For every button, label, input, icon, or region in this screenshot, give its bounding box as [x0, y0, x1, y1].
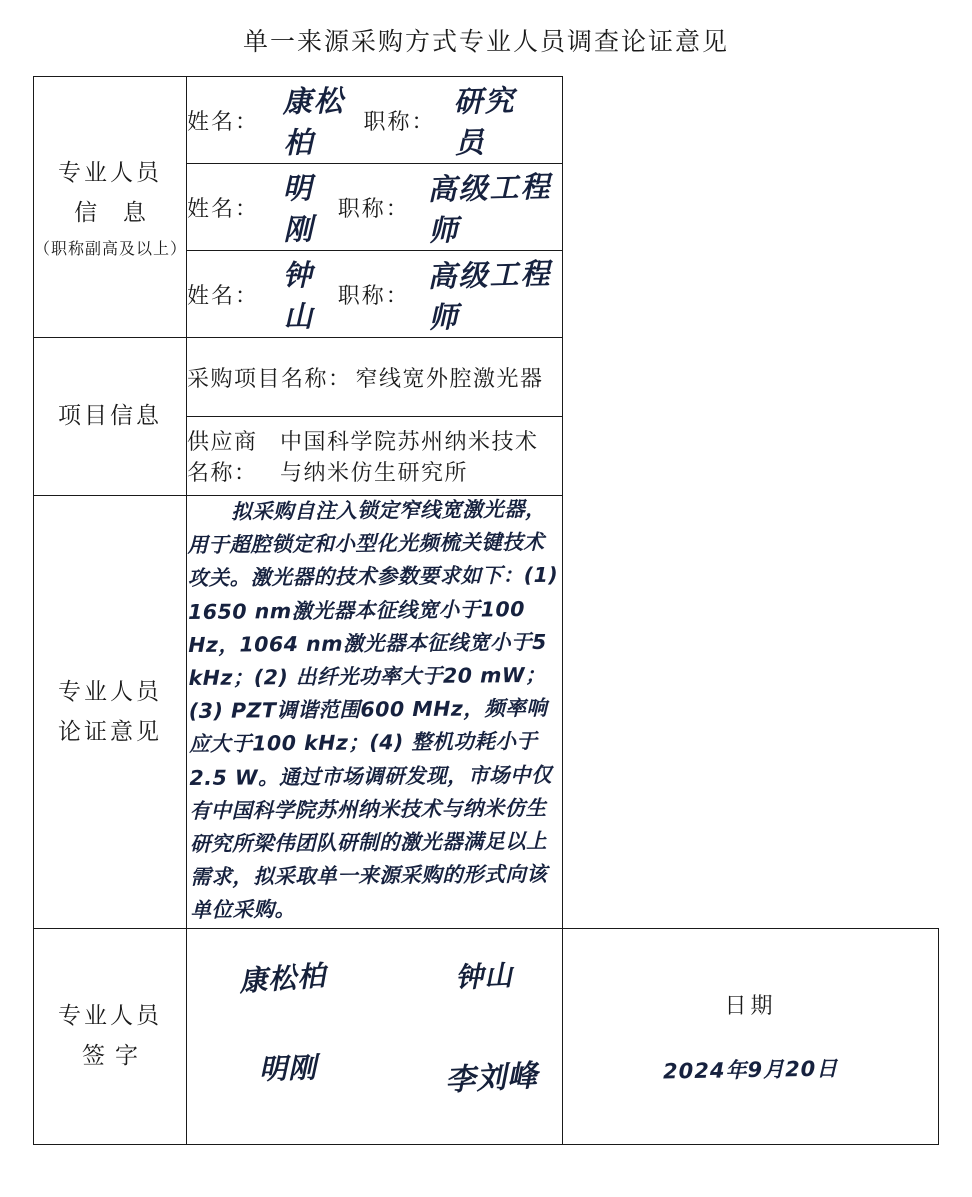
- signature-4: 李刘峰: [444, 1058, 540, 1099]
- title-label-1: 职称：: [363, 108, 436, 134]
- signature-label-line1: 专业人员: [58, 1002, 162, 1028]
- page-title: 单一来源采购方式专业人员调查论证意见: [242, 27, 729, 56]
- table-row: [34, 77, 939, 164]
- project-name-label: 采购项目名称：: [187, 365, 352, 391]
- opinion-text: 拟采购自注入锁定窄线宽激光器，用于超腔锁定和小型化光频梳关键技术攻关。激光器的技术参数要求如下：(1) 1650 nm激光器本征线宽小于100 Hz，1064 nm激光器本征线宽小于5 kHz；(2) 出纤光功率大于20 mW；(3) PZT调谐范围600 MHz，频率响应大于100 kHz；(4) 整机功耗小于2.5 W。通过市场调研发现，市场中仅有中国科学院苏州纳米技术与纳米仿生研究所梁伟团队研制的激光器满足以上需求，拟采取单一来源采购的形式向该单位采购。: [187, 496, 559, 923]
- signature-label: [34, 928, 187, 1144]
- personnel-label-line1: 专业人员: [58, 159, 162, 185]
- table-row: [34, 338, 939, 417]
- signature-2: 钟山: [454, 958, 514, 995]
- supplier-name-row: [187, 417, 563, 496]
- date-cell: [563, 928, 939, 1144]
- table-row: [34, 928, 939, 1144]
- project-name-value: 窄线宽外腔激光器: [355, 365, 544, 391]
- supplier-name-value: 中国科学院苏州纳米技术与纳米仿生研究所: [280, 429, 539, 485]
- title-value-3: 高级工程师: [426, 256, 552, 335]
- title-label-3: 职称：: [337, 282, 410, 308]
- survey-form-table: [33, 76, 939, 1145]
- name-label-3: 姓名：: [187, 282, 260, 308]
- date-value-wrap: [563, 1054, 938, 1084]
- signature-area: [187, 928, 563, 1144]
- title-label-2: 职称：: [337, 195, 410, 221]
- title-value-1: 研究员: [452, 83, 516, 160]
- personnel-info-label: [34, 77, 187, 338]
- name-value-1: 康松柏: [282, 83, 345, 160]
- name-label-2: 姓名：: [187, 195, 260, 221]
- name-label-1: 姓名：: [187, 108, 260, 134]
- personnel-label-sub: （职称副高及以上）: [34, 241, 188, 259]
- name-value-3: 钟山: [282, 257, 315, 334]
- personnel-row-1: [187, 77, 563, 164]
- name-value-2: 明刚: [282, 170, 315, 247]
- project-name-row: [187, 338, 563, 417]
- title-value-2: 高级工程师: [426, 169, 552, 248]
- signature-1: 康松柏: [238, 958, 328, 998]
- table-row: [34, 496, 939, 929]
- personnel-label-line2: 信 息: [74, 199, 156, 225]
- date-value: 2024年9月20日: [662, 1056, 839, 1084]
- personnel-row-3: [187, 251, 563, 338]
- opinion-content-cell: [187, 496, 563, 929]
- opinion-label: [34, 496, 187, 929]
- opinion-label-line2: 论证意见: [58, 718, 162, 744]
- signature-3: 明刚: [258, 1050, 318, 1086]
- date-label: 日期: [724, 992, 777, 1018]
- opinion-label-line1: 专业人员: [58, 678, 162, 704]
- supplier-name-label: 供应商名称：: [187, 429, 258, 485]
- personnel-row-2: [187, 164, 563, 251]
- project-info-label: 项目信息: [34, 338, 187, 496]
- signature-label-line2: 签字: [82, 1043, 148, 1069]
